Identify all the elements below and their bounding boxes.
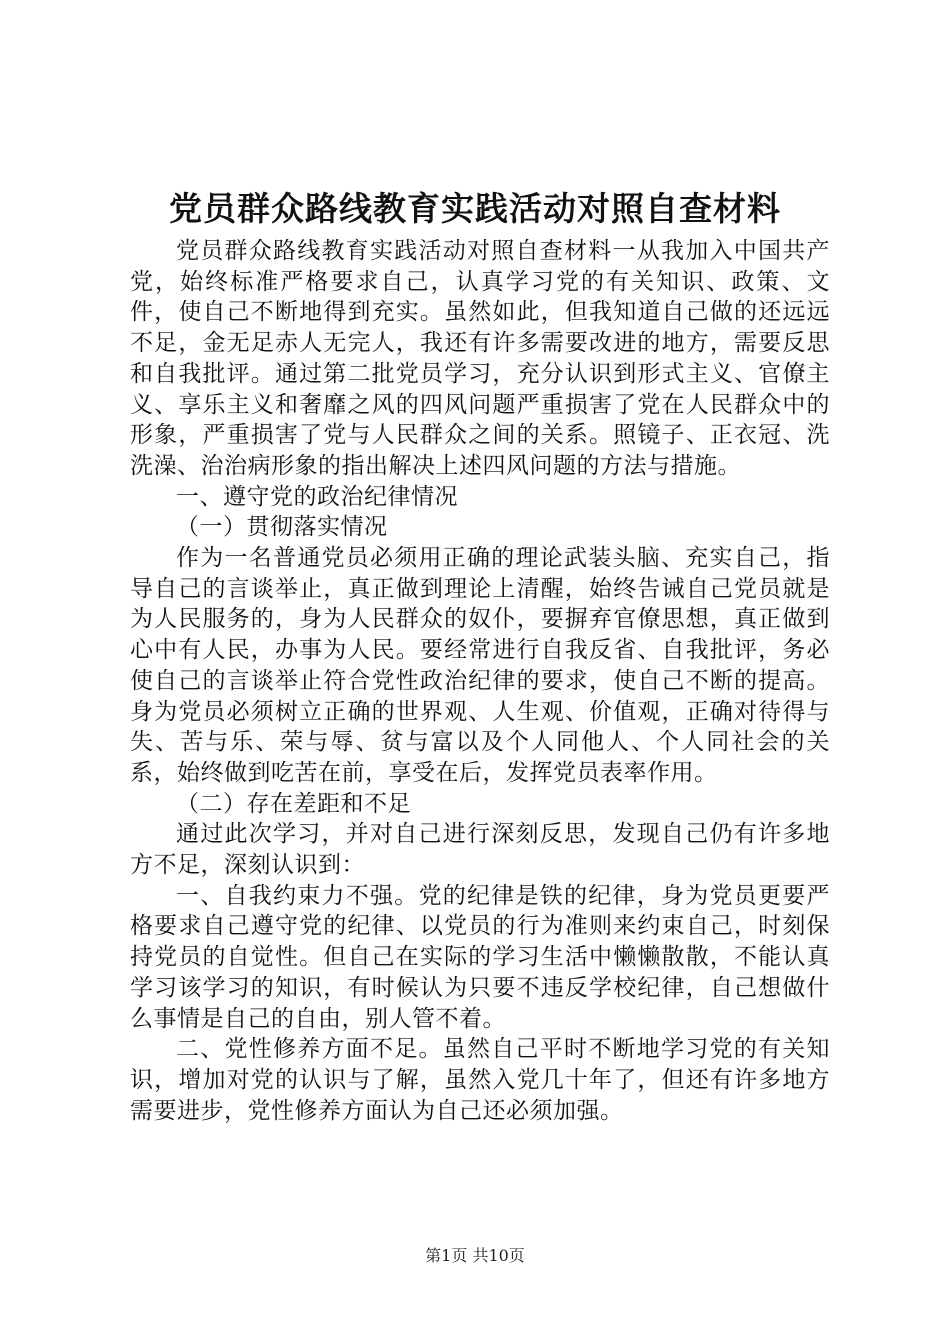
subsection-heading-implementation: （一）贯彻落实情况 <box>176 514 388 541</box>
shortcoming-party-spirit-paragraph: 二、党性修养方面不足。虽然自己平时不断地学习党的有关知识，增加对党的认识与了解，虽然入党几十年了，但还有许多地方需要进步，党性修养方面认为自己还必须加强。 <box>130 1036 830 1124</box>
subsection-heading-shortcomings: （二）存在差距和不足 <box>176 790 411 817</box>
section-heading-political-discipline: 一、遵守党的政治纪律情况 <box>176 483 458 510</box>
document-title: 党员群众路线教育实践活动对照自查材料 <box>169 189 781 228</box>
shortcoming-self-discipline-paragraph: 一、自我约束力不强。党的纪律是铁的纪律，身为党员更要严格要求自己遵守党的纪律、以党员的行为准则来约束自己，时刻保持党员的自觉性。但自己在实际的学习生活中懒懒散散，不能认真学习该学习的知识，有时候认为只要不违反学校纪律，自己想做什么事情是自己的自由，别人管不着。 <box>130 882 830 1032</box>
implementation-paragraph: 作为一名普通党员必须用正确的理论武装头脑、充实自己，指导自己的言谈举止，真正做到理论上清醒，始终告诫自己党员就是为人民服务的，身为人民群众的奴仆，要摒弃官僚思想，真正做到心中有人民，办事为人民。要经常进行自我反省、自我批评，务必使自己的言谈举止符合党性政治纪律的要求，使自己不断的提高。身为党员必须树立正确的世界观、人生观、价值观，正确对待得与失、苦与乐、荣与辱、贫与富以及个人同他人、个人同社会的关系，始终做到吃苦在前，享受在后，发挥党员表率作用。 <box>130 545 830 786</box>
reflection-paragraph: 通过此次学习，并对自己进行深刻反思，发现自己仍有许多地方不足，深刻认识到： <box>130 821 830 879</box>
page-footer: 第1页 共10页 <box>425 1246 525 1265</box>
document-body <box>130 236 830 1126</box>
intro-paragraph: 党员群众路线教育实践活动对照自查材料一从我加入中国共产党，始终标准严格要求自己，认真学习党的有关知识、政策、文件，使自己不断地得到充实。虽然如此，但我知道自己做的还远远不足，金无足赤人无完人，我还有许多需要改进的地方，需要反思和自我批评。通过第二批党员学习，充分认识到形式主义、官僚主义、享乐主义和奢靡之风的四风问题严重损害了党在人民群众中的形象，严重损害了党与人民群众之间的关系。照镜子、正衣冠、洗洗澡、治治病形象的指出解决上述四风问题的方法与措施。 <box>130 238 830 479</box>
